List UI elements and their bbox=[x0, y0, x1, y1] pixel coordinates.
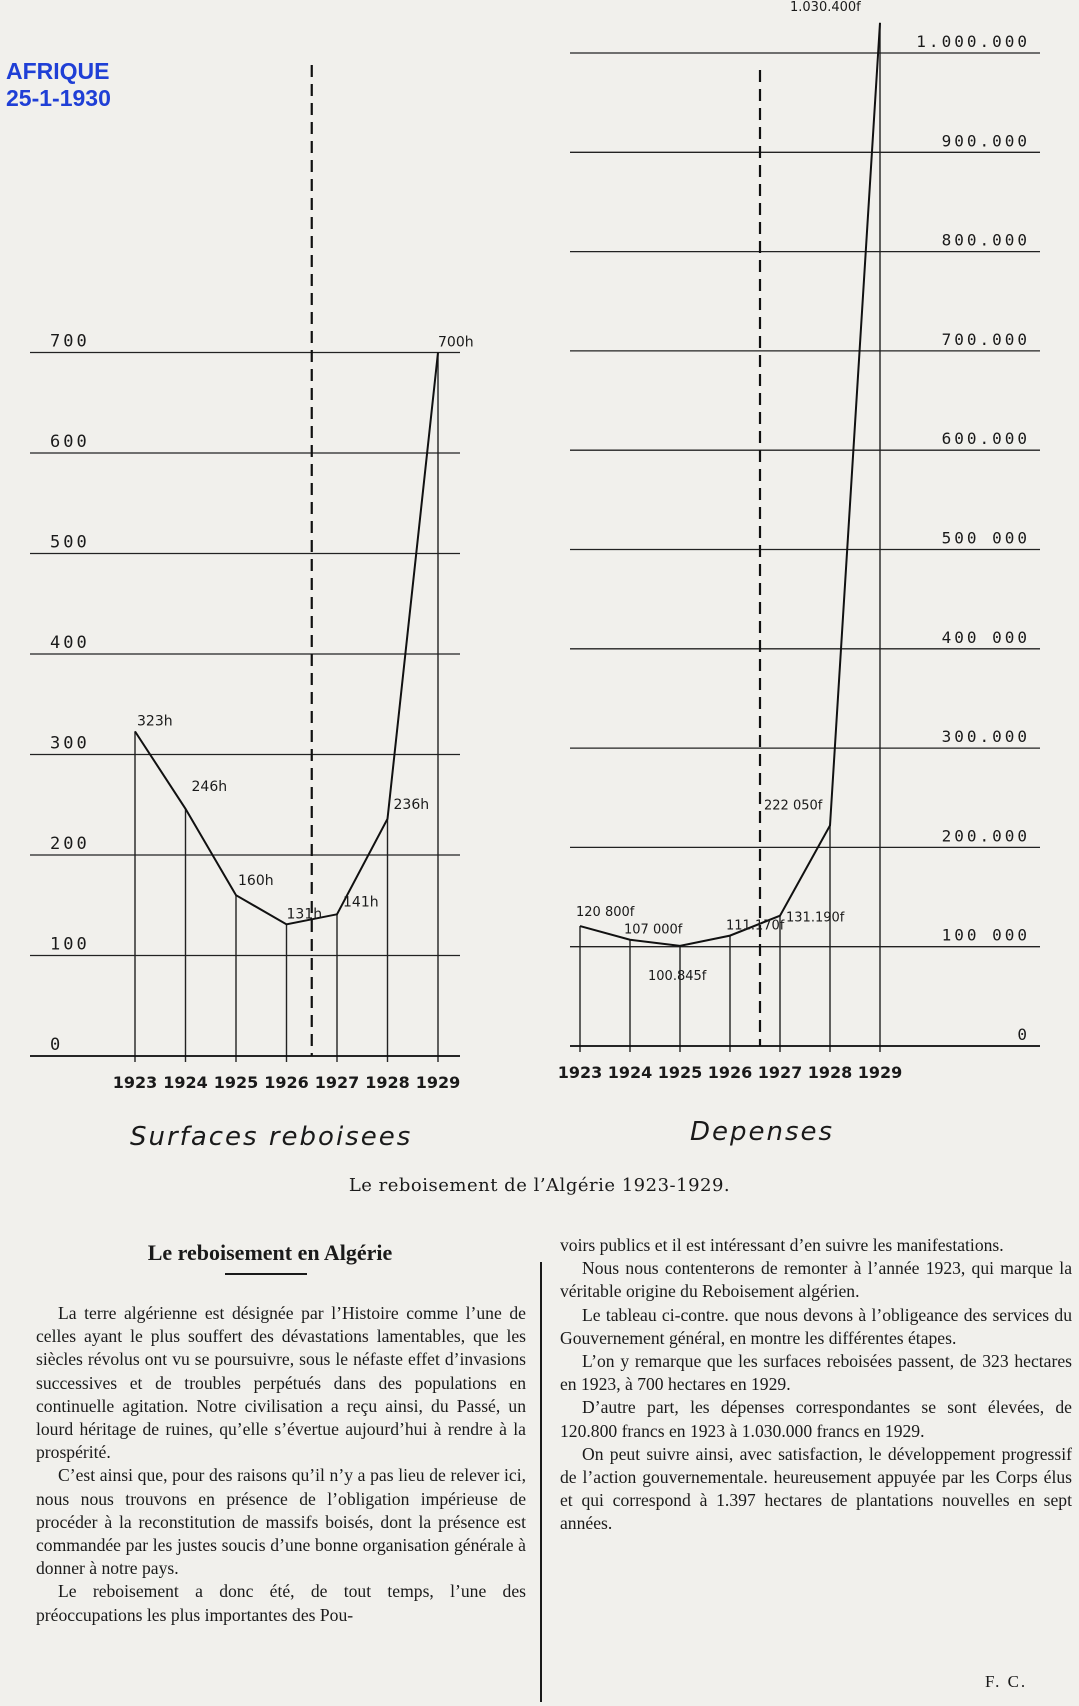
y-tick-label: 0 bbox=[50, 1035, 64, 1055]
article-column-left bbox=[36, 1302, 526, 1627]
article-column-right bbox=[560, 1234, 1072, 1536]
y-tick-label: 800.000 bbox=[941, 230, 1030, 250]
y-tick-label: 600 bbox=[50, 432, 90, 452]
y-tick-label: 200.000 bbox=[941, 826, 1030, 846]
y-tick-label: 300 bbox=[50, 733, 90, 754]
paragraph: On peut suivre ainsi, avec satisfaction, le développement progressif de l’action gouvernementale. heureusement appuyée par les Corps élus et qui correspond à 1.397 hectares de plantations nouvelles en sept années. bbox=[560, 1443, 1072, 1534]
x-tick-label: 1924 bbox=[607, 1063, 653, 1082]
x-tick-label: 1928 bbox=[807, 1063, 853, 1082]
data-label: 120 800f bbox=[576, 905, 635, 921]
paragraph: Le reboisement a donc été, de tout temps, l’une des préoccupations les plus importantes des Pou- bbox=[36, 1581, 526, 1625]
article-title: Le reboisement en Algérie bbox=[147, 1240, 393, 1265]
y-tick-label: 700 bbox=[50, 331, 90, 352]
x-tick-label: 1926 bbox=[264, 1073, 309, 1092]
paragraph: voirs publics et il est intéressant d’en suivre les manifestations. bbox=[560, 1235, 1004, 1255]
x-tick-label: 1929 bbox=[415, 1073, 461, 1092]
x-tick-label: 1923 bbox=[557, 1063, 603, 1082]
figure-caption: Le reboisement de l’Algérie 1923-1929. bbox=[348, 1175, 731, 1196]
signature: F. C. bbox=[985, 1672, 1028, 1691]
chart-depenses bbox=[558, 0, 1040, 1082]
paragraph: Nous nous contenterons de remonter à l’année 1923, qui marque la véritable origine du Reboisement algérien. bbox=[560, 1258, 1072, 1302]
paragraph: Le tableau ci-contre. que nous devons à l’obligeance des services du Gouvernement général, en montre les différentes étapes. bbox=[560, 1304, 1072, 1348]
y-tick-label: 0 bbox=[1017, 1025, 1030, 1044]
data-label: 131.190f bbox=[786, 910, 845, 926]
title-underline bbox=[225, 1273, 307, 1275]
x-tick-label: 1925 bbox=[213, 1073, 259, 1092]
y-tick-label: 900.000 bbox=[941, 131, 1030, 151]
x-tick-label: 1926 bbox=[707, 1063, 753, 1082]
x-tick-label: 1928 bbox=[365, 1073, 410, 1092]
series-line bbox=[135, 353, 438, 925]
x-tick-label: 1924 bbox=[163, 1073, 208, 1092]
x-tick-label: 1925 bbox=[657, 1063, 703, 1082]
y-tick-label: 400 bbox=[50, 633, 90, 653]
y-tick-label: 700.000 bbox=[941, 329, 1030, 349]
x-tick-label: 1927 bbox=[314, 1073, 360, 1092]
paragraph: La terre algérienne est désignée par l’Histoire comme l’une de celles ayant le plus souffert des dévastations lamentables, que les siècles révolus ont vu se poursuivre, sous le néfaste effet d’invasions successives et de troubles perpétués dans des populations en continuelle agitation. Notre civilisation a reçu ainsi, du Passé, un lourd héritage de ruines, qu’elle s’évertue aujourd’hui à rendre à la prospérité. bbox=[36, 1303, 526, 1463]
y-tick-label: 400 000 bbox=[941, 627, 1030, 647]
y-tick-label: 600.000 bbox=[941, 429, 1030, 449]
data-label: 246h bbox=[191, 778, 228, 795]
x-tick-label: 1927 bbox=[757, 1063, 803, 1082]
paragraph: L’on y remarque que les surfaces reboisées passent, de 323 hectares en 1923, à 700 hectares en 1929. bbox=[560, 1351, 1072, 1395]
chart-depenses-title: Depenses bbox=[690, 1117, 835, 1147]
paragraph: C’est ainsi que, pour des raisons qu’il n’y a pas lieu de relever ici, nous nous trouvons en présence de l’obligation impérieuse de procéder à la reconstitution de massifs boisés, dont la présence est commandée par les justes soucis d’une bonne organisation générale à donner à notre pays. bbox=[36, 1465, 526, 1579]
data-label: 1.030.400f bbox=[790, 0, 861, 15]
data-label: 107 000f bbox=[624, 922, 683, 938]
data-label: 141h bbox=[343, 894, 379, 911]
data-label: 700h bbox=[438, 334, 474, 351]
x-tick-label: 1929 bbox=[857, 1063, 903, 1082]
y-tick-label: 200 bbox=[50, 834, 90, 854]
data-label: 222 050f bbox=[764, 798, 823, 814]
chart-surfaces-title: Surfaces reboisees bbox=[130, 1122, 413, 1152]
y-tick-label: 500 bbox=[50, 532, 90, 553]
data-label: 111.170f bbox=[726, 918, 785, 934]
data-label: 100.845f bbox=[648, 968, 707, 984]
y-tick-label: 500 000 bbox=[941, 528, 1030, 548]
y-tick-label: 100 bbox=[50, 934, 90, 955]
series-line bbox=[580, 23, 880, 946]
stamp-line-1: AFRIQUE bbox=[6, 58, 110, 84]
data-label: 131h bbox=[286, 906, 323, 923]
y-tick-label: 300.000 bbox=[941, 727, 1030, 747]
data-label: 323h bbox=[137, 713, 173, 730]
chart-surfaces bbox=[30, 65, 474, 1092]
data-label: 236h bbox=[393, 796, 430, 813]
column-divider bbox=[540, 1262, 542, 1702]
y-tick-label: 100 000 bbox=[941, 925, 1030, 945]
paragraph: D’autre part, les dépenses correspondantes se sont élevées, de 120.800 francs en 1923 à 1.030.000 francs en 1929. bbox=[560, 1397, 1072, 1441]
y-tick-label: 1.000.000 bbox=[916, 32, 1030, 51]
stamp-line-2: 25-1-1930 bbox=[6, 85, 111, 111]
data-label: 160h bbox=[238, 873, 274, 890]
x-tick-label: 1923 bbox=[112, 1073, 158, 1092]
